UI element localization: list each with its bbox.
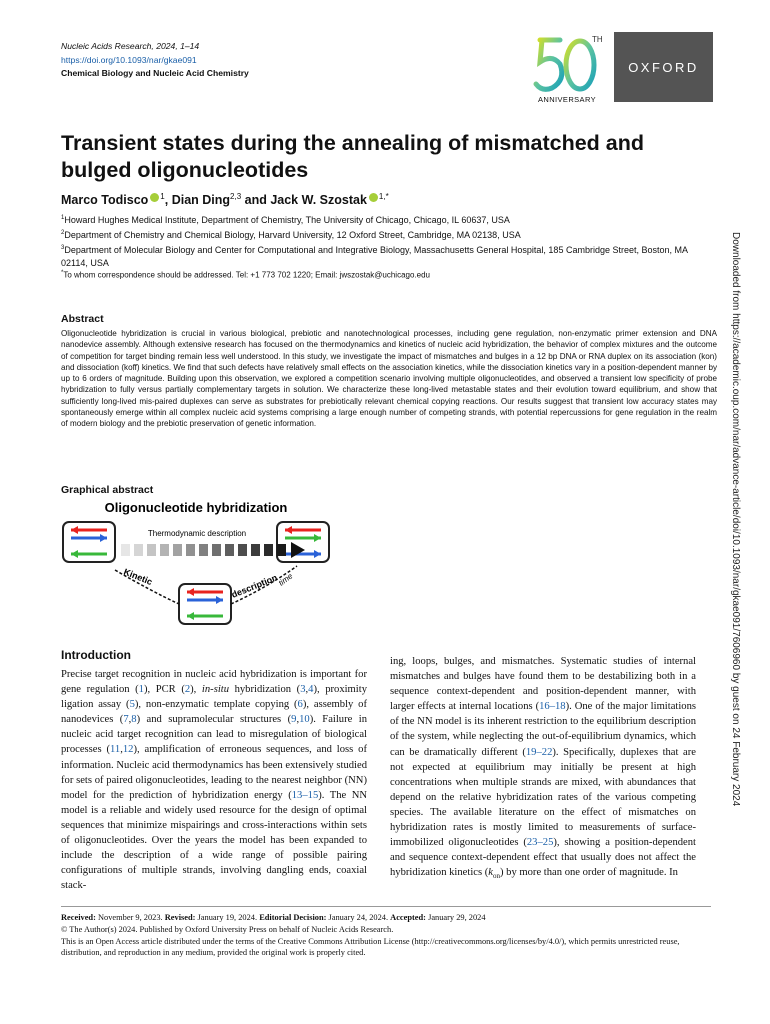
citation-link[interactable]: 16–18	[539, 701, 566, 713]
doi-link[interactable]: https://doi.org/10.1093/nar/gkae091	[61, 54, 197, 65]
download-sidebar: Downloaded from https://academic.oup.com/nar/advance-article/doi/10.1093/nar/gkae091/7606960 by guest on 24 February 2024	[730, 232, 741, 807]
author-name[interactable]: Marco Todisco	[61, 193, 149, 208]
copyright-notice: © The Author(s) 2024. Published by Oxford University Press on behalf of Nucleic Acids Research.	[61, 924, 394, 934]
correspondence: *To whom correspondence should be addressed. Tel: +1 773 702 1220; Email: jwszostak@uchicago.edu	[61, 270, 430, 280]
citation-link[interactable]: 13–15	[291, 789, 319, 801]
ga-time-label: time	[276, 571, 295, 588]
journal-header	[61, 40, 249, 81]
author-name[interactable]: Jack W. Szostak	[270, 193, 367, 208]
citation-link[interactable]: 10	[299, 714, 310, 726]
anniversary-50-logo	[530, 32, 610, 104]
citation-link[interactable]: 19–22	[525, 746, 553, 758]
citation-link[interactable]: 1	[138, 684, 144, 696]
ga-thermo-label: Thermodynamic description	[147, 529, 247, 538]
ga-title: Oligonucleotide hybridization	[104, 500, 288, 515]
introduction-column-right: ing, loops, bulges, and mismatches. Systematic studies of internal mismatches and bulges have found them to be destabilizing both in a sequence context-dependent and position-dependent manner, with larger effects at internal locations (16–18). One of the major limitations of the NN model is its inherent restriction to the equilibrium description of the system, while neglecting the out-of-equilibrium dynamics, which can be dramatically different (19–22). Specifically, duplexes that are not expected at equilibrium may initially be present at high concentrations when multiple strands are mixed, with abundances that depend on the relative hybridization rates of the various competing species. The available literature on the effect of mismatches on hybridization rates is mostly limited to measurements of surface-immobilized oligonucleotides (23–25), showing a position-dependent and sequence context-dependent effect that usually does not affect the hybridization kinetics $(k_{on})$ by more than one order of magnitude. In	[390, 656, 696, 881]
ga-description-label: description	[230, 572, 279, 600]
author-affil-sup: 2,3	[230, 192, 242, 201]
citation-link[interactable]: 9	[291, 714, 297, 726]
anniversary-label: ANNIVERSARY	[538, 95, 597, 104]
author-separator: and	[241, 193, 271, 208]
ga-thermo-arrow	[121, 544, 286, 556]
citation-link[interactable]: 6	[297, 699, 303, 711]
citation-link[interactable]: 4	[308, 684, 314, 696]
orcid-icon[interactable]	[369, 193, 378, 202]
affiliations	[61, 212, 713, 270]
article-footer	[61, 912, 711, 959]
orcid-icon[interactable]	[150, 193, 159, 202]
citation-link[interactable]: 12	[122, 744, 134, 756]
citation-link[interactable]: 2	[184, 684, 191, 696]
introduction-heading: Introduction	[61, 648, 131, 662]
author-name[interactable]: Dian Ding	[171, 193, 231, 208]
author-affil-sup: 1,*	[378, 192, 389, 201]
affiliation-item: $^3$Department of Molecular Biology and Center for Computational and Integrative Biology, Massachusetts General Hospital, 185 Cambridge Street, Boston, MA 02114, USA	[61, 245, 688, 268]
ga-box-left	[63, 522, 115, 562]
abstract-text: Oligonucleotide hybridization is crucial in various biological, prebiotic and nanotechnological processes, including gene regulation, non-enzymatic primer extension and DNA nanodevice assembly. Although extensive research has focused on the thermodynamics and kinetics of nucleic acid hybridization, the behavior of complex mixtures and the outcome of competition for target binding remain less well understood. In this study, we investigate the impact of mismatches and bulges in a 12 bp DNA or RNA duplex on its association (kon) and dissociation (koff) kinetics. We find that such defects have relatively small effects on the association kinetics, while the dissociation kinetics vary in a position-dependent manner by up to 6 orders of magnitude. Building upon this observation, we explored a competition scenario involving multiple oligonucleotides, and observed a transient low specificity of probe hybridization to fully versus partially complementary targets in solution. We characterize these long-lived metastable states and their evolution toward equilibrium, and show that sufficiently long-lived mis-paired duplexes can serve as substrates for prebiotically relevant chemical copying reactions. Our results suggest that transient low accuracy states may spontaneously emerge within all complex nucleic acid systems comprising a large enough number of competing strands, with potential repercussions for gene regulation in the realm of modern biology and the prebiotic preservation of genetic information.	[61, 329, 717, 429]
affiliation-item: $^2$Department of Chemistry and Chemical Biology, Harvard University, 12 Oxford Street, Cambridge, MA 02138, USA	[61, 230, 521, 240]
introduction-column-left: Precise target recognition in nucleic acid hybridization is important for gene regulation (1), PCR (2), in-situ hybridization (3,4), proximity ligation assay (5), non-enzymatic template copying (6), assembly of nanodevices (7,8) and supramolecular structures (9,10). Failure in nucleic acid target recognition can lead to misregulation of biological processes (11,12), amplification of erroneous sequences, and loss of information. Nucleic acid thermodynamics has been extensively studied for sets of paired oligonucleotides, leading to the nearest neighbor (NN) model for the prediction of hybridization energy (13–15). The NN model is a reliable and widely used resource for the design of optimal sequences that minimize mispairings and cross-interactions within sets of oligonucleotides. Over the years the model has been expanded to include the description of a wide range of possible pairing configurations of multiple strands, involving dangling ends, coaxial stack-	[61, 669, 368, 892]
anniversary-th: TH	[592, 35, 603, 44]
citation-link[interactable]: 7	[123, 714, 129, 726]
author-list	[61, 192, 389, 207]
citation-link[interactable]: 23–25	[526, 837, 554, 849]
citation-link[interactable]: 8	[131, 714, 137, 726]
footer-rule	[61, 906, 711, 907]
journal-section: Chemical Biology and Nucleic Acid Chemistry	[61, 68, 249, 78]
citation-link[interactable]: 5	[129, 699, 135, 711]
oxford-logo: OXFORD	[614, 32, 713, 102]
author-separator: ,	[164, 193, 172, 208]
article-title: Transient states during the annealing of mismatched and bulged oligonucleotides	[61, 131, 644, 182]
citation-link[interactable]: 3	[300, 684, 306, 696]
ga-kinetic-label: Kinetic	[122, 566, 154, 588]
abstract-heading: Abstract	[61, 313, 104, 325]
graphical-abstract-heading: Graphical abstract	[61, 484, 154, 496]
ga-box-bottom	[179, 584, 231, 624]
affiliation-item: $^1$Howard Hughes Medical Institute, Department of Chemistry, The University of Chicago, Chicago, IL 60637, USA	[61, 215, 510, 225]
license-notice: This is an Open Access article distributed under the terms of the Creative Commons Attribution License (http://creativecommons.org/licenses/by/4.0/), which permits unrestricted reuse, distribution, and reproduction in any medium, provided the original work is properly cited.	[61, 936, 680, 958]
journal-citation: Nucleic Acids Research, 2024, 1–14	[61, 41, 200, 51]
citation-link[interactable]: 11	[110, 744, 121, 756]
author-affil-sup: 1	[160, 192, 165, 201]
article-dates: Received: November 9, 2023. Revised: January 19, 2024. Editorial Decision: January 24, 2024. Accepted: January 29, 2024	[61, 913, 486, 922]
graphical-abstract-figure	[61, 496, 331, 634]
